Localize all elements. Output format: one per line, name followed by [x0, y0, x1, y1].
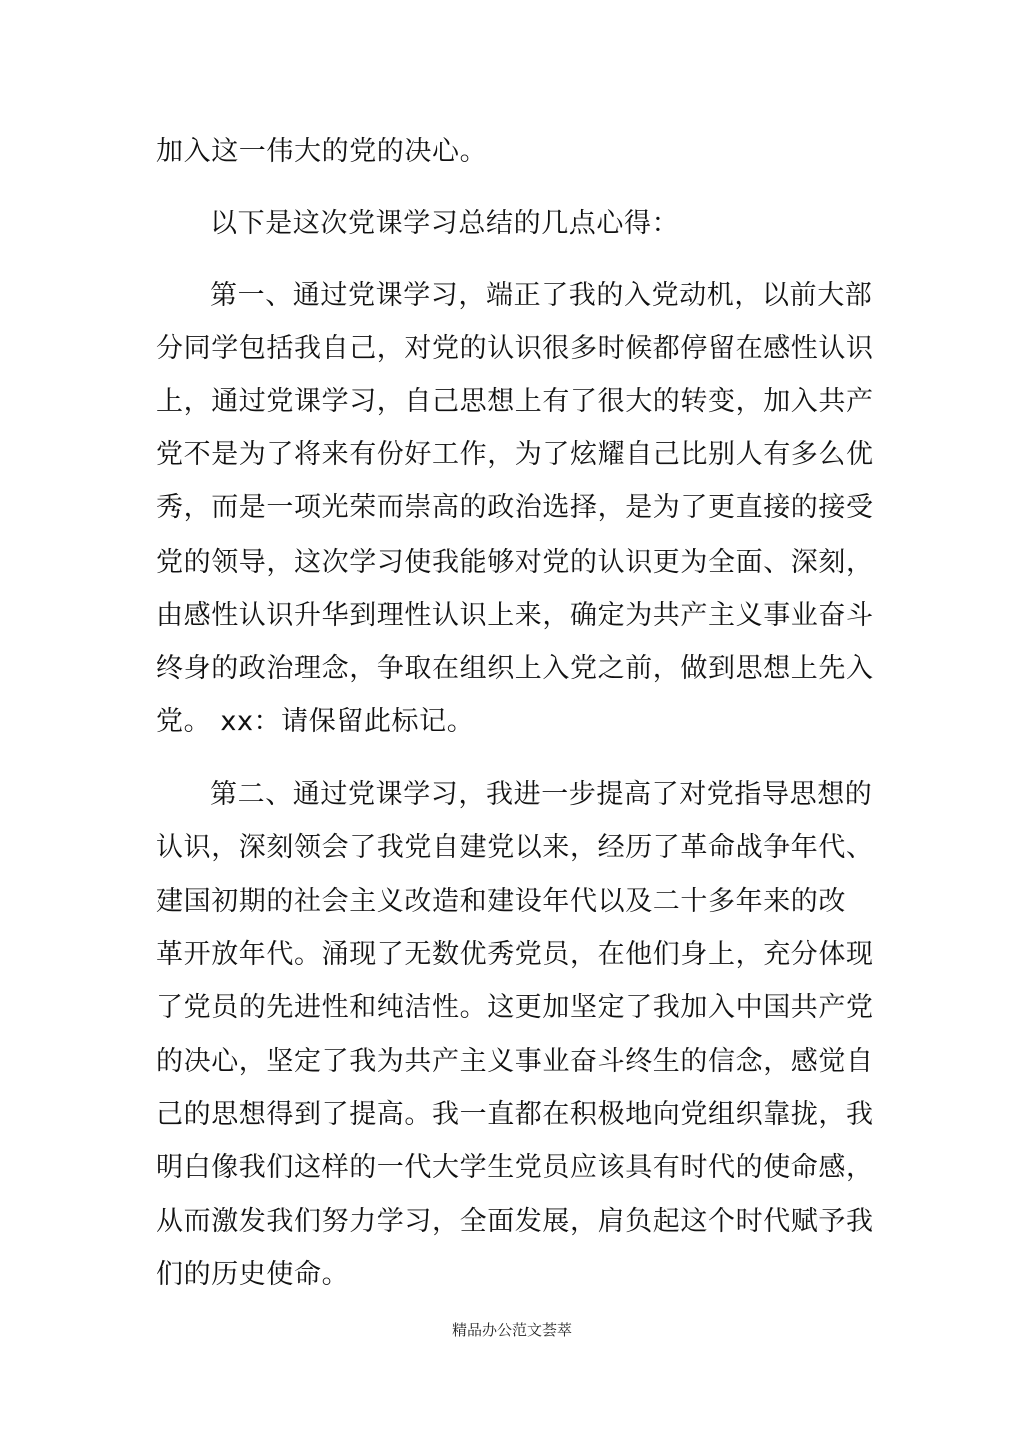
text-line: 了党员的先进性和纯洁性。这更加坚定了我加入中国共产党	[156, 992, 874, 1023]
text-line: 从而激发我们努力学习，全面发展，肩负起这个时代赋予我	[156, 1206, 874, 1237]
text-line: 以下是这次党课学习总结的几点心得：	[210, 208, 680, 239]
text-line: 己的思想得到了提高。我一直都在积极地向党组织靠拢，我	[156, 1099, 874, 1130]
text-line: 建国初期的社会主义改造和建设年代以及二十多年来的改	[156, 886, 846, 917]
text-line: 党的领导，这次学习使我能够对党的认识更为全面、深刻，	[156, 547, 874, 578]
text-line: 党。 xx：请保留此标记。	[156, 706, 475, 737]
text-line: 党不是为了将来有份好工作，为了炫耀自己比别人有多么优	[156, 439, 874, 470]
text-line: 终身的政治理念，争取在组织上入党之前，做到思想上先入	[156, 653, 874, 684]
text-line: 们的历史使命。	[156, 1259, 350, 1290]
text-line: 由感性认识升华到理性认识上来，确定为共产主义事业奋斗	[156, 600, 874, 631]
text-line: 明白像我们这样的一代大学生党员应该具有时代的使命感，	[156, 1152, 874, 1183]
text-line: 秀，而是一项光荣而崇高的政治选择，是为了更直接的接受	[156, 492, 874, 523]
text-line: 分同学包括我自己，对党的认识很多时候都停留在感性认识	[156, 333, 874, 364]
page-footer: 精品办公范文荟萃	[451, 1321, 572, 1339]
text-line: 第一、通过党课学习，端正了我的入党动机，以前大部	[210, 280, 873, 311]
text-line: 上，通过党课学习，自己思想上有了很大的转变，加入共产	[156, 386, 874, 417]
text-line: 加入这一伟大的党的决心。	[156, 136, 488, 167]
text-line: 第二、通过党课学习，我进一步提高了对党指导思想的	[210, 779, 873, 810]
text-line: 的决心，坚定了我为共产主义事业奋斗终生的信念，感觉自	[156, 1046, 874, 1077]
text-line: 革开放年代。涌现了无数优秀党员，在他们身上，充分体现	[156, 939, 874, 970]
text-line: 认识，深刻领会了我党自建党以来，经历了革命战争年代、	[156, 832, 874, 863]
